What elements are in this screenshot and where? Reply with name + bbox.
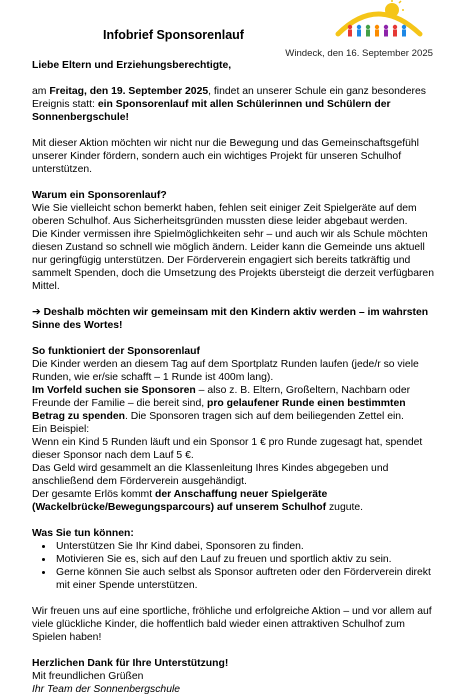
intro-text-1: am [32,86,50,97]
proceeds-paragraph [32,488,437,514]
list-item: • Unterstützen Sie Ihr Kind dabei, Sponsoren zu finden. [54,540,437,553]
proceeds-text-1: Der gesamte Erlös kommt [32,489,155,500]
proceeds-text-2: zugute. [326,502,364,513]
regards-line: Mit freundlichen Grüßen [32,671,144,682]
how-paragraph-1: Die Kinder werden an diesem Tag auf dem Sportplatz Runden laufen (jede/r so viele Runden, wie er/sie schafft – 1 Runde ist 400m lang). [32,359,419,383]
todo-heading: Was Sie tun können: [32,528,134,539]
aim-paragraph: Mit dieser Aktion möchten wir nicht nur die Bewegung und das Gemeinschaftsgefühl unserer Kinder fördern, sondern auch ein wichtiges Projekt für unseren Schulhof unterstützen. [32,138,419,175]
how-sponsors-text-2: . Die Sponsoren tragen sich auf dem beiliegenden Zettel ein. [124,411,404,422]
how-sponsors-text: – also z. B. Eltern, Großeltern, Nachbarn oder Freunde der Familie – die bereit sind, [32,385,411,409]
closing-paragraph: Wir freuen uns auf eine sportliche, fröhliche und erfolgreiche Aktion – und vor allem auf viele glückliche Kinder, die hoffentlich bald wieder einen attraktiven Schulhof zum Spielen haben! [32,606,432,643]
example-text: Wenn ein Kind 5 Runden läuft und ein Sponsor 1 € pro Runde zugesagt hat, spendet dieser Sponsor nach dem Lauf 5 €. [32,437,423,461]
event-description: ein Sponsorenlauf mit allen Schülerinnen und Schülern der Sonnenbergschule! [32,99,391,123]
intro-paragraph [32,85,437,124]
why-paragraph-1: Wie Sie vielleicht schon bemerkt haben, fehlen seit einiger Zeit Spielgeräte auf dem oberen Schulhof. Aus Sicherheitsgründen mussten diese leider abgebaut werden. [32,203,417,227]
letter-title: Infobrief Sponsorenlauf [103,28,244,42]
signature-line: Ihr Team der Sonnenbergschule [32,684,181,695]
school-logo-icon [328,0,428,40]
thanks-line: Herzlichen Dank für Ihre Unterstützung! [32,658,229,669]
event-date: Freitag, den 19. September 2025 [49,86,209,97]
intro-text-2: , findet an unserer Schule ein ganz besonderes Ereignis statt: [32,86,426,110]
why-paragraph-2: Die Kinder vermissen ihre Spielmöglichkeiten sehr – und auch wir als Schule möchten diesen Zustand so schnell wie möglich ändern. Leider kann die Gemeinde uns aktuell nur geringfügig unterstützen. Der Förderverein engagiert sich bereits tatkräftig und sammelt Spenden, doch die Umsetzung des Projekts übersteigt die derzeit verfügbaren Mittel. [32,229,434,292]
list-item: • Motivieren Sie es, sich auf den Lauf zu freuen und sportlich aktiv zu sein. [54,553,437,566]
salutation: Liebe Eltern und Erziehungsberechtigte, [32,60,232,71]
todo-list [32,540,437,592]
how-paragraph-2 [32,384,437,423]
why-heading: Warum ein Sponsorenlauf? [32,190,167,201]
how-heading: So funktioniert der Sponsorenlauf [32,346,200,357]
letter-date: Windeck, den 16. September 2025 [285,48,433,59]
letter-body [32,59,437,696]
how-sponsors-bold: Im Vorfeld suchen sie Sponsoren [32,385,196,396]
callout-arrow-statement: ➔ Deshalb möchten wir gemeinsam mit den Kindern aktiv werden – im wahrsten Sinne des Wortes! [32,307,429,331]
example-label: Ein Beispiel: [32,424,90,435]
proceeds-bold: der Anschaffung neuer Spielgeräte (Wackelbrücke/Bewegungsparcours) auf unserem Schulhof [32,489,328,513]
collect-text: Das Geld wird gesammelt an die Klassenleitung Ihres Kindes abgegeben und anschließend dem Förderverein ausgehändigt. [32,463,389,487]
list-item: • Gerne können Sie auch selbst als Sponsor auftreten oder den Förderverein direkt mit einer Spende unterstützen. [54,566,437,592]
how-amount-bold: pro gelaufener Runde einen bestimmten Betrag zu spenden [32,398,406,422]
